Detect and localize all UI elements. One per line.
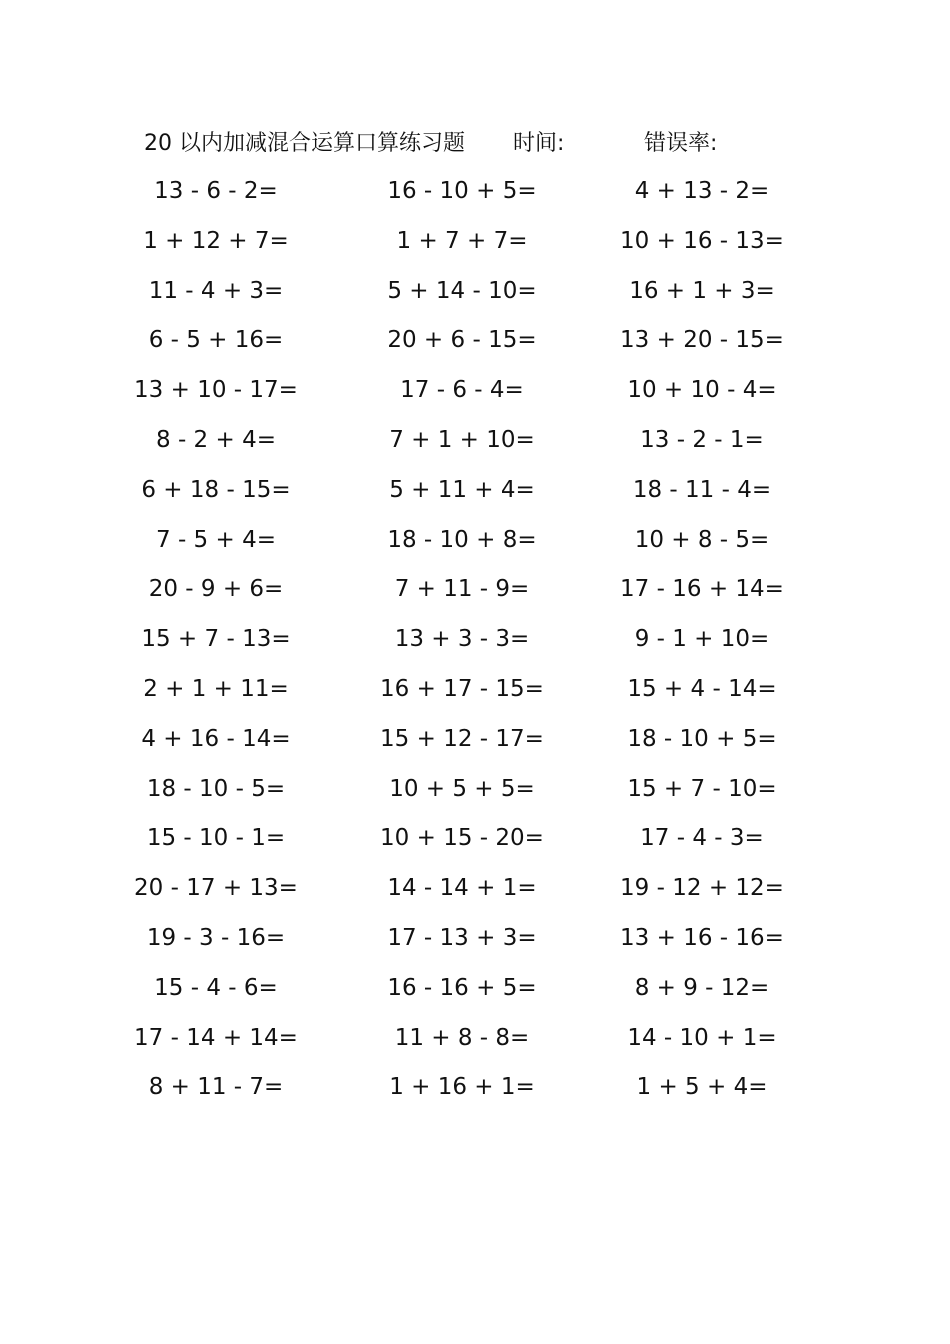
problem-item: 17 - 13 + 3= <box>387 924 537 951</box>
problem-item: 17 - 16 + 14= <box>620 576 784 603</box>
problem-row <box>0 271 950 321</box>
problem-row <box>0 569 950 619</box>
problem-item: 15 + 12 - 17= <box>380 725 544 752</box>
problem-row <box>0 769 950 819</box>
problem-item: 1 + 16 + 1= <box>389 1074 535 1101</box>
problem-item: 16 + 1 + 3= <box>629 277 775 304</box>
problem-item: 15 - 4 - 6= <box>154 974 278 1001</box>
problem-row <box>0 619 950 669</box>
worksheet-title: 20 以内加减混合运算口算练习题 <box>144 131 465 156</box>
problem-item: 10 + 8 - 5= <box>634 526 770 553</box>
problem-item: 16 + 17 - 15= <box>380 675 544 702</box>
problem-row <box>0 968 950 1018</box>
problem-item: 8 + 11 - 7= <box>148 1074 284 1101</box>
error-rate-label: 错误率: <box>644 131 718 156</box>
problem-item: 1 + 12 + 7= <box>143 227 289 254</box>
problem-item: 18 - 11 - 4= <box>632 476 772 503</box>
problem-item: 20 - 9 + 6= <box>148 576 284 603</box>
problem-item: 14 - 14 + 1= <box>387 875 537 902</box>
problem-item: 13 + 10 - 17= <box>134 377 298 404</box>
worksheet-header <box>144 124 844 164</box>
problem-item: 8 - 2 + 4= <box>156 426 276 453</box>
problem-item: 13 + 3 - 3= <box>394 626 530 653</box>
problem-item: 15 + 7 - 10= <box>627 775 777 802</box>
problem-item: 13 + 16 - 16= <box>620 924 784 951</box>
problem-row <box>0 1067 950 1117</box>
problem-item: 10 + 15 - 20= <box>380 825 544 852</box>
problem-item: 8 + 9 - 12= <box>634 974 770 1001</box>
problem-item: 18 - 10 + 5= <box>627 725 777 752</box>
problem-item: 4 + 13 - 2= <box>634 178 770 204</box>
problem-item: 18 - 10 - 5= <box>146 775 286 802</box>
problem-row <box>0 221 950 271</box>
problem-grid <box>0 171 950 1117</box>
problem-item: 13 - 6 - 2= <box>154 178 278 204</box>
problem-item: 20 + 6 - 15= <box>387 327 537 354</box>
problem-row <box>0 669 950 719</box>
problem-item: 1 + 7 + 7= <box>396 227 528 254</box>
problem-item: 13 - 2 - 1= <box>640 426 764 453</box>
problem-row <box>0 171 950 221</box>
problem-row <box>0 320 950 370</box>
problem-item: 17 - 14 + 14= <box>134 1024 298 1051</box>
problem-item: 14 - 10 + 1= <box>627 1024 777 1051</box>
problem-item: 11 - 4 + 3= <box>148 277 284 304</box>
problem-item: 7 - 5 + 4= <box>156 526 276 553</box>
problem-row <box>0 370 950 420</box>
problem-row <box>0 719 950 769</box>
problem-item: 10 + 16 - 13= <box>620 227 784 254</box>
problem-row <box>0 520 950 570</box>
problem-item: 6 - 5 + 16= <box>148 327 284 354</box>
problem-item: 10 + 10 - 4= <box>627 377 777 404</box>
problem-item: 10 + 5 + 5= <box>389 775 535 802</box>
time-label: 时间: <box>513 131 565 156</box>
problem-item: 6 + 18 - 15= <box>141 476 291 503</box>
problem-item: 19 - 3 - 16= <box>146 924 286 951</box>
problem-item: 17 - 6 - 4= <box>400 377 524 404</box>
problem-item: 7 + 11 - 9= <box>394 576 530 603</box>
problem-item: 15 + 4 - 14= <box>627 675 777 702</box>
problem-item: 7 + 1 + 10= <box>389 426 535 453</box>
problem-item: 19 - 12 + 12= <box>620 875 784 902</box>
problem-row <box>0 868 950 918</box>
problem-item: 16 - 16 + 5= <box>387 974 537 1001</box>
problem-item: 18 - 10 + 8= <box>387 526 537 553</box>
problem-item: 16 - 10 + 5= <box>387 178 537 204</box>
problem-item: 4 + 16 - 14= <box>141 725 291 752</box>
problem-item: 15 + 7 - 13= <box>141 626 291 653</box>
problem-item: 5 + 14 - 10= <box>387 277 537 304</box>
problem-item: 11 + 8 - 8= <box>394 1024 530 1051</box>
problem-item: 9 - 1 + 10= <box>634 626 770 653</box>
problem-item: 2 + 1 + 11= <box>143 675 289 702</box>
problem-row <box>0 818 950 868</box>
problem-item: 20 - 17 + 13= <box>134 875 298 902</box>
problem-row <box>0 1018 950 1068</box>
problem-item: 15 - 10 - 1= <box>146 825 286 852</box>
problem-item: 17 - 4 - 3= <box>640 825 764 852</box>
problem-item: 1 + 5 + 4= <box>636 1074 768 1101</box>
problem-row <box>0 420 950 470</box>
problem-item: 13 + 20 - 15= <box>620 327 784 354</box>
problem-row <box>0 470 950 520</box>
problem-row <box>0 918 950 968</box>
problem-item: 5 + 11 + 4= <box>389 476 535 503</box>
